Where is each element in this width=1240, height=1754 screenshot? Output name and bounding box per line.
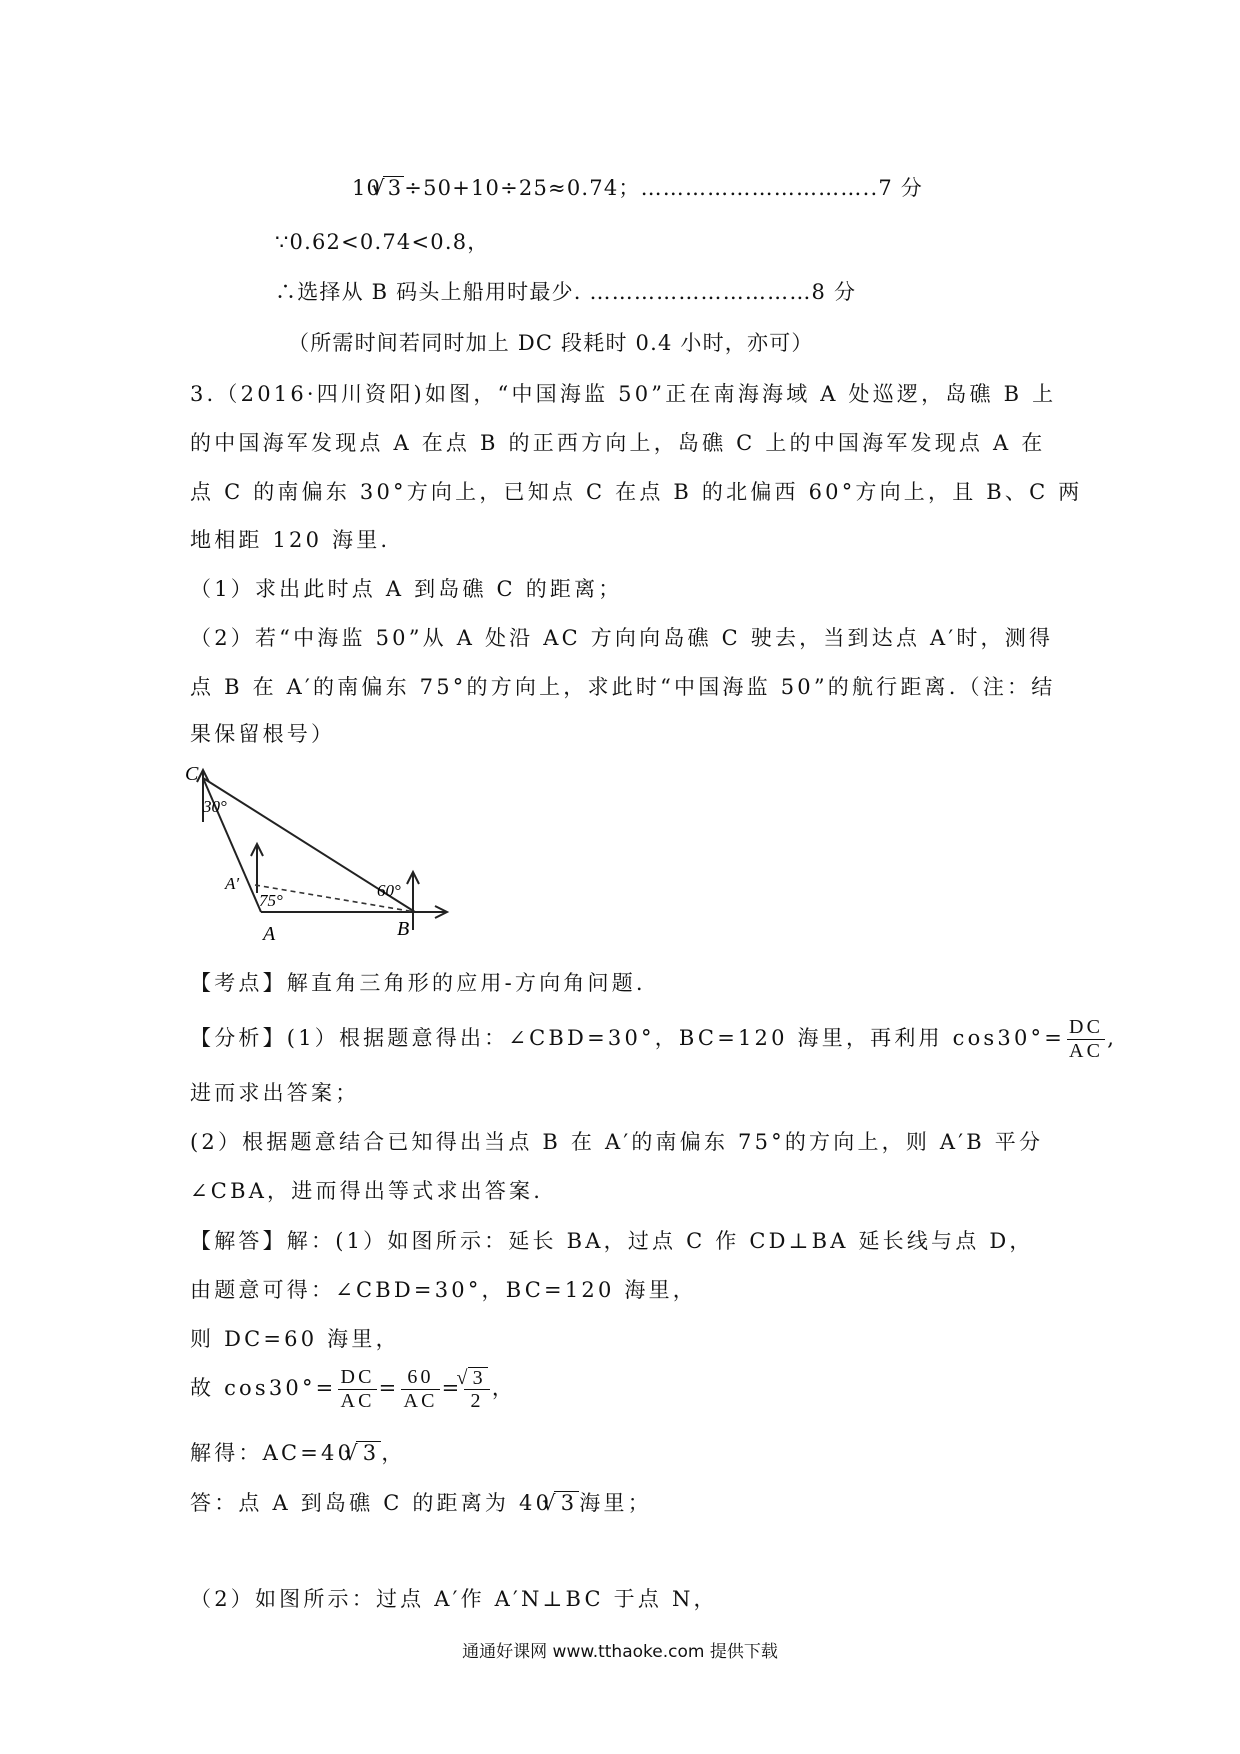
fenxi-line-3: (2）根据题意结合已知得出当点 B 在 A′的南偏东 75°的方向上，则 A′B 平分 — [190, 1130, 1044, 1154]
fraction-numerator — [464, 1367, 489, 1390]
solve-prefix: 解得：AC=40 — [190, 1441, 355, 1465]
calc-line — [352, 172, 923, 202]
jieda-line-7: （2）如图所示：过点 A′作 A′N⊥BC 于点 N， — [190, 1587, 718, 1611]
label-a: A — [263, 923, 276, 945]
sqrt-3: √ 3 — [383, 176, 404, 199]
question-3-line-1: 3.（2016·四川资阳)如图，“中国海监 50”正在南海海域 A 处巡逻，岛礁 B 上 — [190, 382, 1057, 406]
question-3-sub-2-line-1: （2）若“中海监 50”从 A 处沿 AC 方向向岛礁 C 驶去，当到达点 A′时，测得 — [190, 626, 1054, 650]
fraction-numerator: 60 — [401, 1366, 439, 1390]
fraction-denominator: AC — [1069, 1040, 1104, 1062]
comma: ， — [491, 1376, 517, 1400]
jieda-line-2: 由题意可得：∠CBD=30°，BC=120 海里， — [190, 1278, 697, 1302]
fraction-denominator: AC — [403, 1390, 438, 1412]
fraction-dc-ac-2 — [338, 1366, 376, 1413]
jieda-line-1: 【解答】解：(1）如图所示：延长 BA，过点 C 作 CD⊥BA 延长线与点 D， — [190, 1229, 1034, 1253]
answer-suffix: 海里； — [579, 1491, 652, 1515]
angle-30-label: 30° — [203, 797, 227, 816]
question-3-sub-2-line-2: 点 B 在 A′的南偏东 75°的方向上，求此时“中国海监 50”的航行距离.（注：结 — [190, 675, 1056, 699]
geometry-figure — [185, 760, 475, 950]
jieda-line-4 — [190, 1366, 516, 1413]
sqrt-3: √ 3 — [554, 1491, 579, 1514]
question-3-sub-2-line-3: 果保留根号） — [190, 722, 336, 746]
question-3-line-2: 的中国海军发现点 A 在点 B 的正西方向上，岛礁 C 上的中国海军发现点 A 在 — [190, 431, 1046, 455]
angle-60-label: 60° — [377, 881, 401, 900]
jieda-line-5 — [190, 1437, 406, 1467]
fraction-dc-ac — [1067, 1016, 1105, 1063]
fraction-numerator: DC — [1069, 1016, 1104, 1038]
fenxi-comma: , — [1107, 1026, 1118, 1050]
fraction-60-ac — [401, 1366, 439, 1413]
angle-75-label: 75° — [259, 891, 283, 910]
sqrt-3: √ 3 — [356, 1441, 381, 1464]
sqrt-3: √ 3 — [468, 1367, 487, 1389]
fraction-denominator: AC — [340, 1390, 375, 1412]
cos-prefix: 故 cos30°= — [190, 1376, 337, 1400]
jieda-line-3: 则 DC=60 海里， — [190, 1327, 400, 1351]
jieda-line-6 — [190, 1487, 652, 1517]
conclusion-line: ∴选择从 B 码头上船用时最少. …………………………8 分 — [275, 280, 857, 304]
question-3-sub-1: （1）求出此时点 A 到岛礁 C 的距离； — [190, 577, 623, 601]
comma: ， — [381, 1441, 406, 1465]
fenxi-line-1 — [190, 1016, 1117, 1063]
calc-suffix: ÷50+10÷25≈0.74；…………………………..7 分 — [404, 176, 923, 200]
page-footer: 通通好课网 www.tthaoke.com 提供下载 — [462, 1642, 778, 1662]
fenxi-line-4: ∠CBA，进而得出等式求出答案. — [190, 1179, 544, 1203]
calc-prefix: 10 — [352, 176, 382, 200]
fraction-sqrt3-2 — [464, 1367, 489, 1413]
kaodian-line: 【考点】解直角三角形的应用-方向角问题. — [190, 971, 646, 995]
equals-sign: = — [441, 1376, 463, 1400]
equals-sign: = — [378, 1376, 400, 1400]
note-line: （所需时间若同时加上 DC 段耗时 0.4 小时，亦可） — [288, 331, 814, 355]
answer-prefix: 答：点 A 到岛礁 C 的距离为 40 — [190, 1491, 553, 1515]
label-a-prime: A′ — [225, 874, 240, 893]
label-c: C — [185, 763, 199, 785]
fenxi-line-2: 进而求出答案； — [190, 1081, 360, 1105]
compare-line: ∵0.62<0.74<0.8， — [275, 230, 490, 254]
label-b: B — [397, 918, 410, 940]
fraction-numerator: DC — [340, 1366, 375, 1388]
fraction-denominator: 2 — [470, 1389, 484, 1412]
fenxi-text: 【分析】(1）根据题意得出：∠CBD=30°，BC=120 海里，再利用 cos30°= — [190, 1026, 1066, 1050]
question-3-line-3: 点 C 的南偏东 30°方向上，已知点 C 在点 B 的北偏西 60°方向上，且 B、C 两 — [190, 480, 1083, 504]
question-3-line-4: 地相距 120 海里. — [190, 528, 391, 552]
